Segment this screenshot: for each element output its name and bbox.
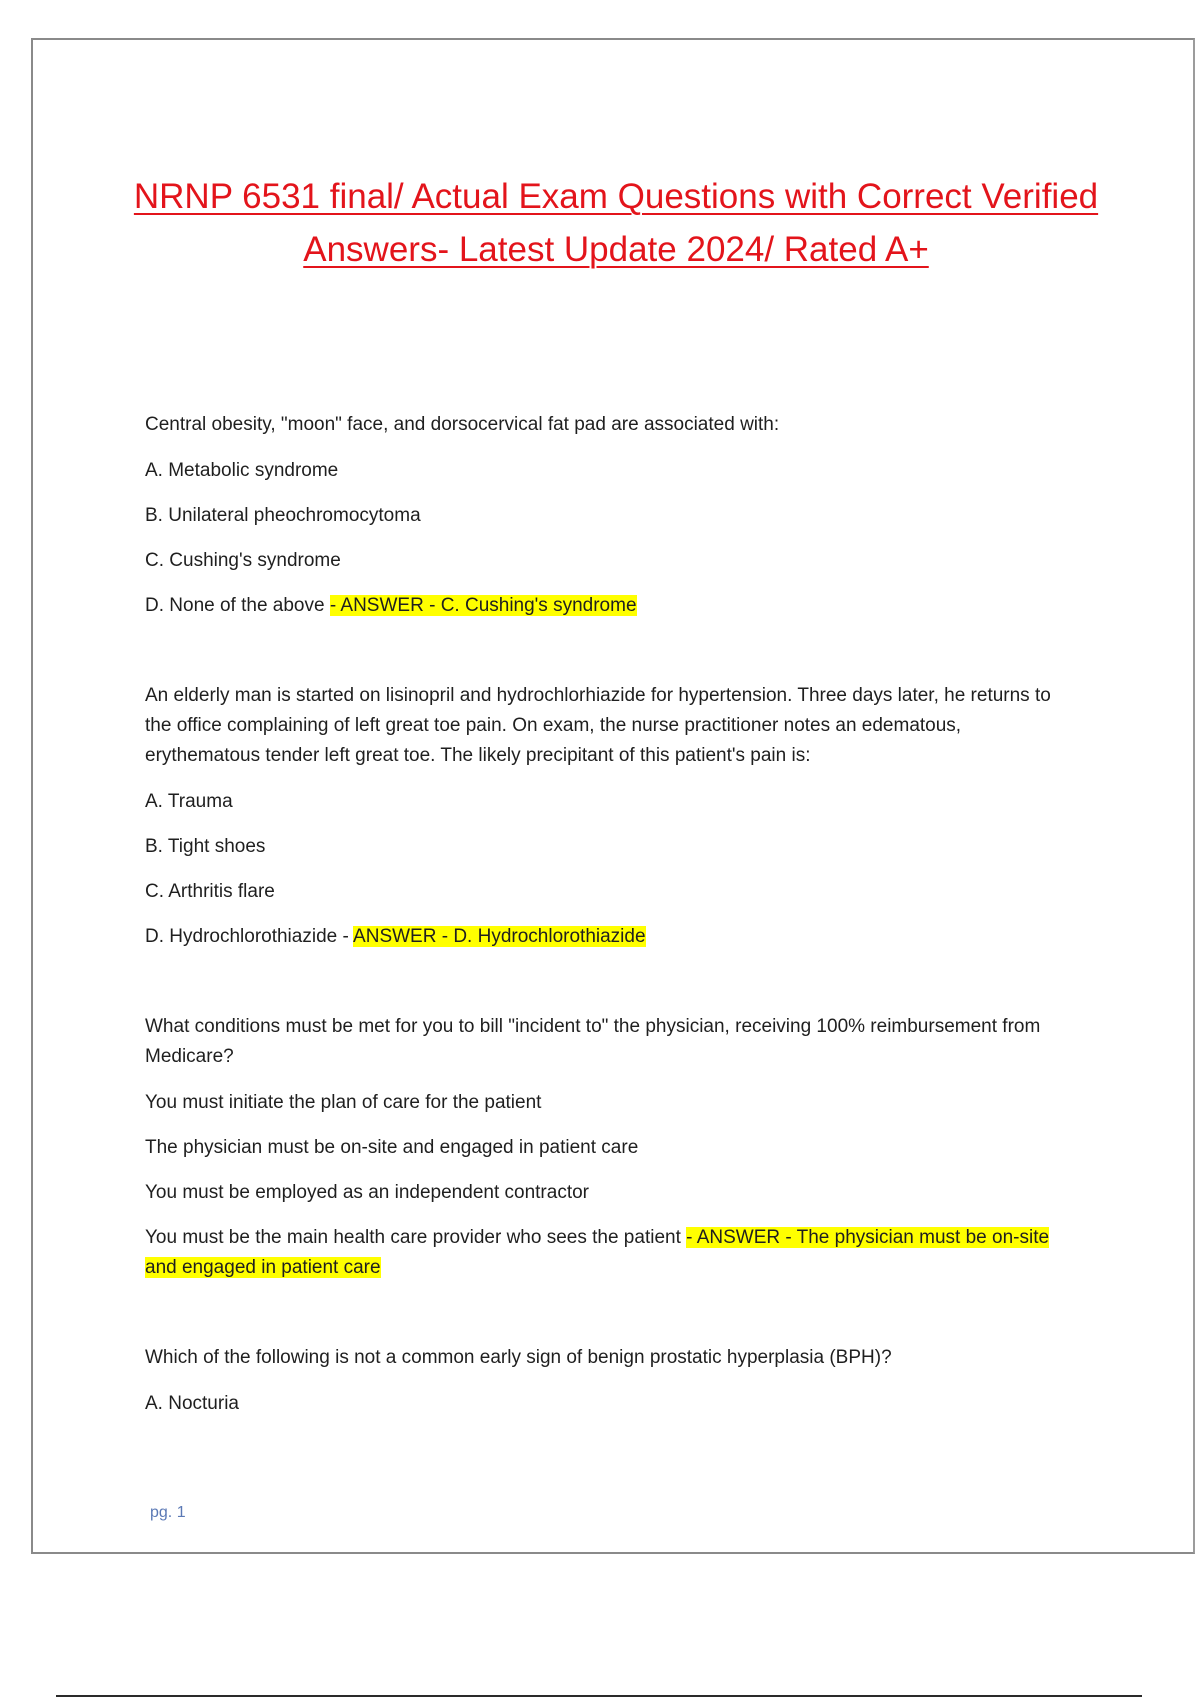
option-d	[145, 922, 1075, 952]
question-list	[145, 410, 1075, 1479]
bottom-rule	[56, 1695, 1142, 1697]
answer-highlight: ANSWER - D. Hydrochlorothiazide	[353, 926, 646, 947]
question-2	[145, 681, 1075, 952]
question-text: Which of the following is not a common early sign of benign prostatic hyperplasia (BPH)?	[145, 1347, 892, 1368]
question-text: What conditions must be met for you to bill "incident to" the physician, receiving 100% reimbursement from Medicare?	[145, 1016, 1041, 1067]
option-3: You must be employed as an independent contractor	[145, 1182, 589, 1203]
option-d-text: D. Hydrochlorothiazide -	[145, 926, 349, 947]
question-3	[145, 1012, 1075, 1283]
option-a: A. Metabolic syndrome	[145, 460, 339, 481]
question-4	[145, 1343, 1075, 1419]
option-4	[145, 1223, 1075, 1283]
answer-highlight: - ANSWER - The physician must be on-site and engaged in patient care	[145, 1227, 1050, 1278]
option-b: B. Tight shoes	[145, 836, 266, 857]
option-a: A. Trauma	[145, 791, 233, 812]
answer-highlight: - ANSWER - C. Cushing's syndrome	[329, 595, 637, 616]
option-4-text: You must be the main health care provider who sees the patient	[145, 1227, 681, 1248]
question-text: Central obesity, "moon" face, and dorsocervical fat pad are associated with:	[145, 414, 780, 435]
option-c: C. Arthritis flare	[145, 881, 275, 902]
option-d	[145, 591, 1075, 621]
option-b: B. Unilateral pheochromocytoma	[145, 505, 421, 526]
option-c: C. Cushing's syndrome	[145, 550, 341, 571]
option-a: A. Nocturia	[145, 1393, 239, 1414]
option-d-text: D. None of the above	[145, 595, 325, 616]
question-text: An elderly man is started on lisinopril and hydrochlorhiazide for hypertension. Three days later, he returns to the office complaining of left great toe pain. On exam, the nurse practitioner notes an edematous, erythematous tender left great toe. The likely precipitant of this patient's pain is:	[145, 685, 1051, 766]
document-title: NRNP 6531 final/ Actual Exam Questions with Correct Verified Answers- Latest Update 2024/ Rated A+	[133, 177, 1099, 269]
question-1	[145, 410, 1075, 621]
option-2: The physician must be on-site and engaged in patient care	[145, 1137, 639, 1158]
page-number: pg. 1	[150, 1504, 186, 1521]
option-1: You must initiate the plan of care for the patient	[145, 1092, 542, 1113]
